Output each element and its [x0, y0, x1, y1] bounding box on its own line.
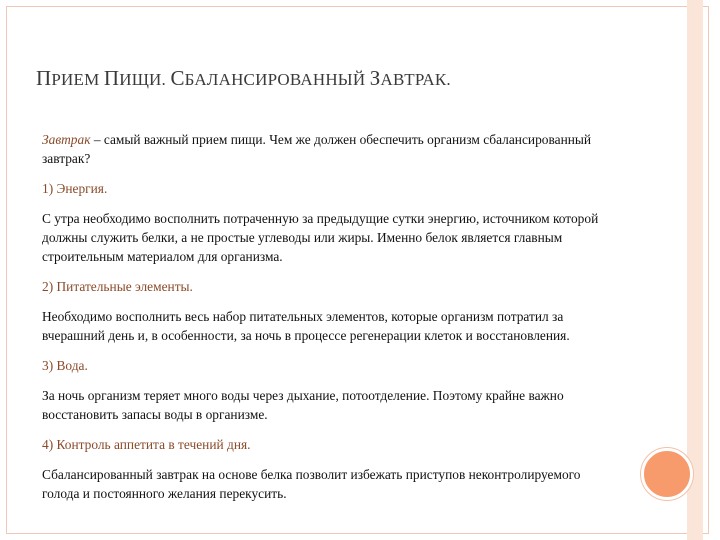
decorative-circle — [641, 448, 693, 500]
section-heading-nutrients: 2) Питательные элементы. — [42, 279, 193, 294]
title-initial: С — [170, 66, 185, 90]
title-rest: ИЩИ. — [119, 70, 171, 89]
section-heading-water: 3) Вода. — [42, 358, 88, 373]
title-initial: П — [103, 66, 120, 90]
intro-paragraph — [42, 130, 602, 168]
intro-term: Завтрак — [42, 132, 91, 147]
slide-content — [42, 130, 602, 514]
title-rest: БАЛАНСИРОВАННЫЙ — [184, 70, 370, 89]
slide-title — [36, 66, 596, 91]
intro-text: – самый важный прием пищи. Чем же должен обеспечить организм сбалансированный завтрак? — [42, 132, 592, 166]
title-initial: П — [36, 66, 52, 90]
title-rest: АВТРАК. — [380, 70, 451, 89]
section-heading-appetite: 4) Контроль аппетита в течений дня. — [42, 437, 251, 452]
title-initial: З — [369, 66, 381, 90]
decorative-stripe — [687, 0, 703, 540]
section-body-nutrients: Необходимо восполнить весь набор питательных элементов, которые организм потратил за вчерашний день и, в особенности, за ночь в процессе регенерации клеток и восстановления. — [42, 309, 570, 343]
section-body-appetite: Сбалансированный завтрак на основе белка позволит избежать приступов неконтролируемого голода и постоянного желания перекусить. — [42, 467, 581, 501]
section-body-energy: С утра необходимо восполнить потраченную за предыдущие сутки энергию, источником которой должны служить белки, а не простые углеводы или жиры. Именно белок является главным строительным материалом для организма. — [42, 211, 599, 264]
section-heading-energy: 1) Энергия. — [42, 181, 108, 196]
section-body-water: За ночь организм теряет много воды через дыхание, потоотделение. Поэтому крайне важно восстановить запасы воды в организме. — [42, 388, 564, 422]
title-rest: РИЕМ — [51, 70, 104, 89]
